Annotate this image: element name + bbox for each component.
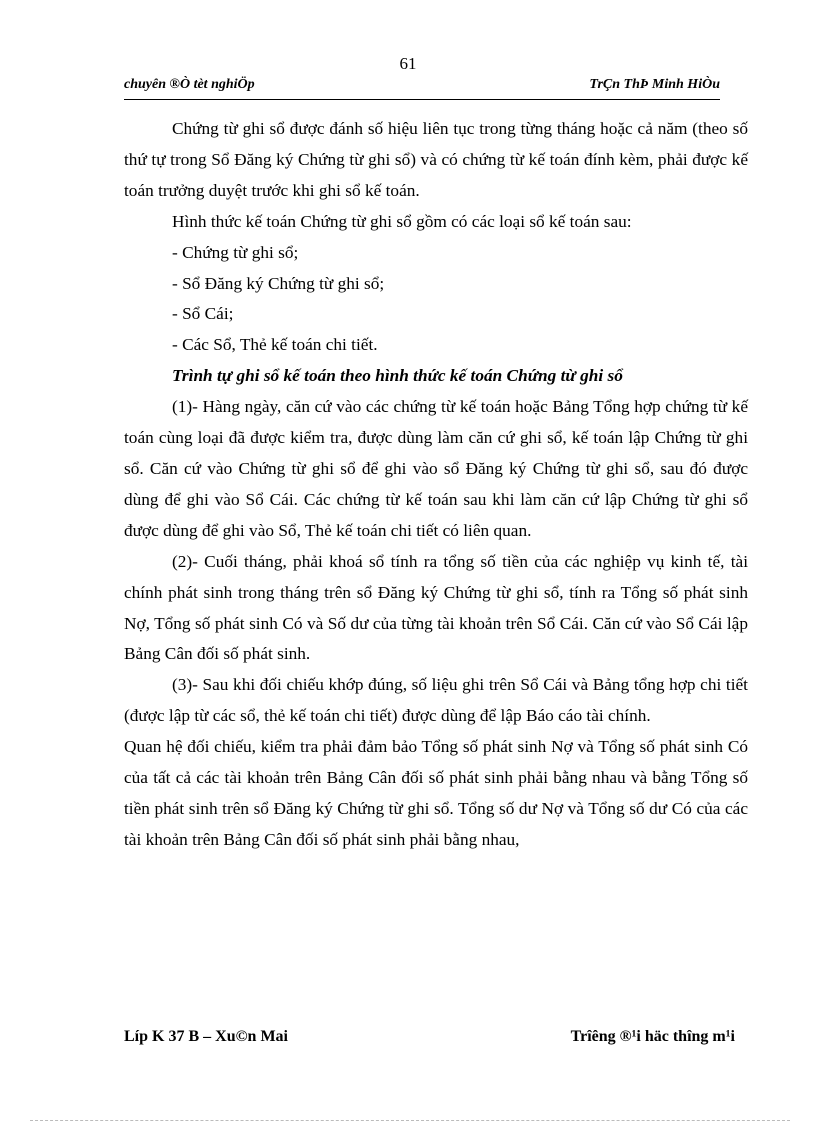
page-number: 61	[399, 54, 417, 73]
paragraph-step-2: (2)- Cuối tháng, phải khoá sổ tính ra tổng số tiền của các nghiệp vụ kinh tế, tài chính phát sinh trong tháng trên sổ Đăng ký Chứng từ ghi sổ, tính ra Tổng số phát sinh Nợ, Tổng số phát sinh Có và Số dư của từng tài khoản trên Sổ Cái. Căn cứ vào Sổ Cái lập Bảng Cân đối số phát sinh.	[124, 551, 748, 664]
footer-class: Líp K 37 B – Xu©n Mai	[124, 1028, 288, 1045]
footer-university: Trîêng ®¹i häc thîng m¹i	[570, 1028, 735, 1045]
list-item: - Chứng từ ghi sổ;	[172, 242, 299, 262]
page-header	[124, 77, 720, 100]
paragraph-voucher-numbering: Chứng từ ghi sổ được đánh số hiệu liên tục trong từng tháng hoặc cả năm (theo số thứ tự trong Sổ Đăng ký Chứng từ ghi sổ) và có chứng từ kế toán đính kèm, phải được kế toán trưởng duyệt trước khi ghi sổ kế toán.	[124, 119, 748, 200]
bottom-divider	[30, 1120, 790, 1121]
document-body	[124, 114, 748, 856]
header-left-title: chuyên ®Ò tèt nghiÖp	[124, 77, 255, 92]
paragraph-book-types-intro: Hình thức kế toán Chứng từ ghi sổ gồm có các loại sổ kế toán sau:	[172, 211, 632, 231]
list-item: - Các Sổ, Thẻ kế toán chi tiết.	[172, 335, 378, 355]
list-item: - Sổ Đăng ký Chứng từ ghi sổ;	[172, 273, 385, 293]
paragraph-reconciliation: Quan hệ đối chiếu, kiểm tra phải đảm bảo Tổng số phát sinh Nợ và Tổng số phát sinh Có của tất cả các tài khoản trên Bảng Cân đối số phát sinh phải bằng nhau và bằng Tổng số tiền phát sinh trên sổ Đăng ký Chứng từ ghi sổ. Tổng số dư Nợ và Tổng số dư Có của các tài khoản trên Bảng Cân đối số phát sinh phải bằng nhau,	[124, 737, 748, 849]
section-heading: Trình tự ghi sổ kế toán theo hình thức kế toán Chứng từ ghi sổ	[172, 366, 623, 386]
paragraph-step-1: (1)- Hàng ngày, căn cứ vào các chứng từ kế toán hoặc Bảng Tổng hợp chứng từ kế toán cùng loại đã được kiểm tra, được dùng làm căn cứ ghi sổ, kế toán lập Chứng từ ghi sổ. Căn cứ vào Chứng từ ghi sổ để ghi vào sổ Đăng ký Chứng từ ghi sổ, sau đó được dùng để ghi vào Sổ Cái. Các chứng từ kế toán sau khi làm căn cứ lập Chứng từ ghi sổ được dùng để ghi vào Sổ, Thẻ kế toán chi tiết có liên quan.	[124, 397, 748, 540]
header-author: TrÇn ThÞ Minh HiÒu	[589, 77, 720, 92]
list-item: - Sổ Cái;	[172, 304, 234, 324]
paragraph-step-3: (3)- Sau khi đối chiếu khớp đúng, số liệu ghi trên Sổ Cái và Bảng tổng hợp chi tiết (được lập từ các sổ, thẻ kế toán chi tiết) được dùng để lập Báo cáo tài chính.	[124, 675, 748, 726]
